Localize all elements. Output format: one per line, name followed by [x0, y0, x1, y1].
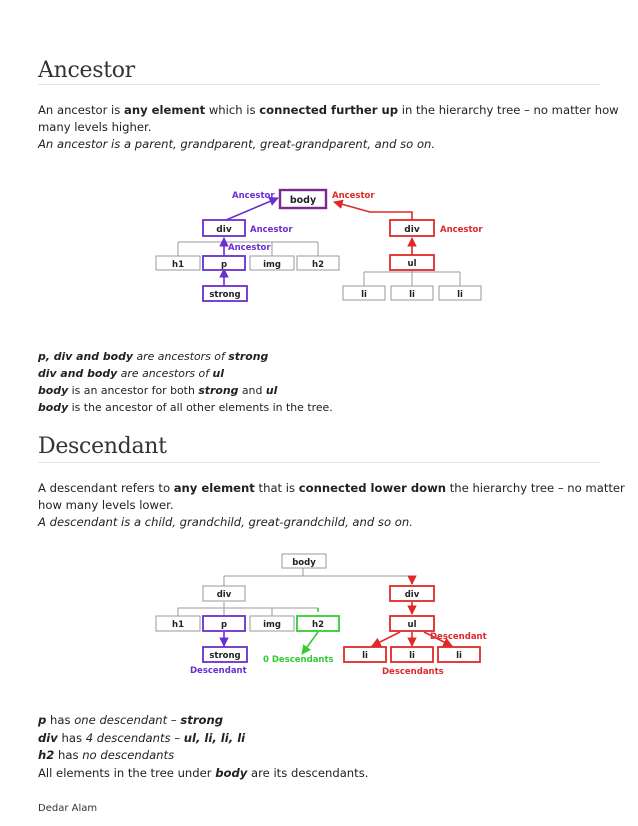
descendant-statements: [38, 712, 598, 782]
descendant-definition: [38, 480, 625, 531]
node-li-3: [439, 286, 481, 300]
svg-text:li: li: [409, 290, 415, 300]
emphasis: connected lower down: [298, 481, 447, 495]
svg-text:div: div: [216, 590, 232, 600]
node-ul: [390, 255, 434, 270]
svg-text:img: img: [263, 260, 281, 270]
text: A descendant refers to: [38, 481, 174, 495]
ancestor-statement-4: body is the ancestor of all other elements in the tree.: [38, 401, 333, 414]
label-ancestor-ul-div: Ancestor: [440, 225, 483, 235]
svg-text:strong: strong: [209, 651, 241, 661]
svg-text:h2: h2: [312, 260, 324, 270]
node-body: [280, 190, 326, 208]
label-zero-descendants: 0 Descendants: [263, 655, 334, 665]
label-descendant-strong: Descendant: [190, 666, 247, 676]
descendant-tree-diagram: [0, 546, 638, 682]
text: in the hierarchy tree – no matter how: [398, 103, 619, 117]
svg-text:body: body: [292, 558, 316, 568]
node-li-3: [438, 647, 480, 662]
svg-text:li: li: [457, 290, 463, 300]
node-div-right: [390, 586, 434, 601]
node-div-right: [390, 220, 434, 236]
svg-text:h1: h1: [172, 620, 184, 630]
svg-text:div: div: [404, 225, 420, 235]
node-p: [203, 256, 245, 270]
svg-text:div: div: [404, 590, 420, 600]
node-strong: [203, 286, 247, 301]
node-body: [282, 554, 326, 568]
svg-text:h1: h1: [172, 260, 184, 270]
svg-text:h2: h2: [312, 620, 324, 630]
descendant-italic-note: A descendant is a child, grandchild, great-grandchild, and so on.: [38, 515, 413, 529]
ancestor-heading-rule: [38, 84, 600, 85]
node-h2: [297, 616, 339, 631]
text: An ancestor is: [38, 103, 125, 117]
node-h1: [156, 616, 200, 631]
node-img: [250, 256, 294, 270]
node-h2: [297, 256, 339, 270]
ancestor-statement-3: body is an ancestor for both strong and ul: [38, 384, 278, 397]
svg-text:li: li: [362, 651, 368, 661]
descendant-statement-4: All elements in the tree under body are its descendants.: [38, 765, 369, 780]
label-ancestor-top-right: Ancestor: [332, 191, 375, 201]
label-ancestor-p: Ancestor: [228, 243, 271, 253]
ancestor-italic-note: An ancestor is a parent, grandparent, great-grandparent, and so on.: [38, 137, 436, 151]
descendant-statement-3: h2 has no descendants: [38, 748, 175, 762]
svg-text:p: p: [220, 260, 228, 270]
node-li-2: [391, 647, 433, 662]
node-h1: [156, 256, 200, 270]
svg-text:p: p: [220, 620, 228, 630]
emphasis: any element: [124, 103, 206, 117]
label-ancestor-top-left: Ancestor: [232, 191, 275, 201]
label-ancestor-div: Ancestor: [250, 225, 293, 235]
node-img: [250, 616, 294, 631]
svg-text:li: li: [409, 651, 415, 661]
ancestor-tree-diagram: [0, 180, 638, 310]
svg-text:strong: strong: [209, 290, 241, 300]
descendant-heading-rule: [38, 462, 600, 463]
ancestor-definition: [38, 102, 619, 153]
label-descendant-ul: Descendant: [430, 632, 487, 642]
svg-text:li: li: [361, 290, 367, 300]
svg-text:ul: ul: [407, 259, 417, 269]
text: which is: [205, 103, 260, 117]
svg-text:li: li: [456, 651, 462, 661]
svg-text:img: img: [263, 620, 281, 630]
ancestor-statement-1: p, div and body are ancestors of strong: [38, 350, 269, 363]
emphasis: any element: [173, 481, 255, 495]
node-li-1: [344, 647, 386, 662]
text: the hierarchy tree – no matter: [446, 481, 625, 495]
node-li-2: [391, 286, 433, 300]
descendant-statement-2: div has 4 descendants – ul, li, li, li: [38, 730, 246, 745]
node-p: [203, 616, 245, 631]
descendant-heading: Descendant: [38, 434, 167, 459]
node-div-left: [203, 586, 245, 601]
node-strong: [203, 647, 247, 662]
descendant-statement-1: p has one descendant – strong: [38, 713, 224, 727]
footer-author: Dedar Alam: [38, 803, 98, 814]
svg-text:ul: ul: [407, 620, 417, 630]
ancestor-statement-2: div and body are ancestors of ul: [38, 367, 225, 380]
ancestor-statements: [38, 348, 598, 416]
label-descendants-li: Descendants: [382, 667, 444, 677]
text: many levels higher.: [38, 120, 152, 134]
node-li-1: [343, 286, 385, 300]
node-ul: [390, 616, 434, 631]
svg-text:body: body: [289, 195, 317, 206]
text: how many levels lower.: [38, 498, 174, 512]
emphasis: connected further up: [259, 103, 399, 117]
text: that is: [254, 481, 299, 495]
svg-text:div: div: [216, 225, 232, 235]
ancestor-heading: Ancestor: [38, 58, 135, 83]
node-div-left: [203, 220, 245, 236]
